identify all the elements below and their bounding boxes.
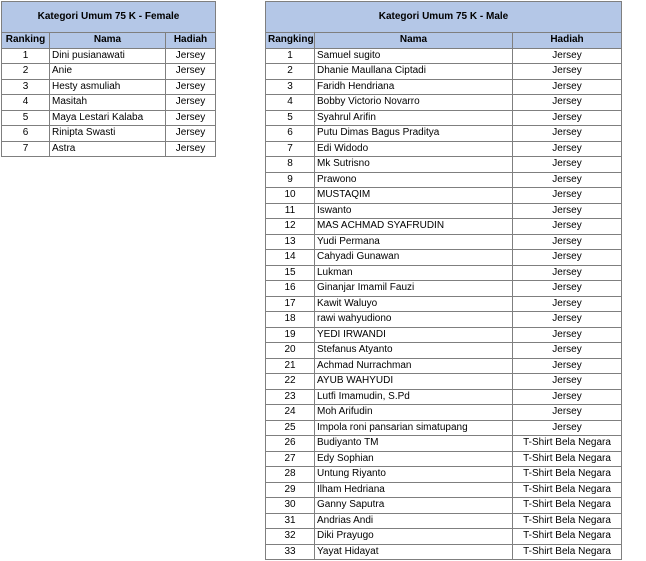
table-row [266,110,622,126]
rank-cell: 16 [266,281,315,297]
name-cell: Diki Prayugo [315,529,513,545]
name-cell: MUSTAQIM [315,188,513,204]
table-row [266,172,622,188]
female-header-ranking: Ranking [2,33,50,49]
table-row [266,265,622,281]
female-table-title: Kategori Umum 75 K - Female [2,2,216,33]
table-row [266,157,622,173]
rank-cell: 15 [266,265,315,281]
table-row [2,95,216,111]
prize-cell: Jersey [513,157,622,173]
table-row [266,389,622,405]
table-row [2,126,216,142]
rank-cell: 22 [266,374,315,390]
rank-cell: 14 [266,250,315,266]
prize-cell: Jersey [513,64,622,80]
rank-cell: 29 [266,482,315,498]
table-row [266,467,622,483]
rank-cell: 28 [266,467,315,483]
name-cell: Dhanie Maullana Ciptadi [315,64,513,80]
prize-cell: Jersey [513,389,622,405]
table-row [266,544,622,560]
prize-cell: Jersey [513,250,622,266]
prize-cell: Jersey [166,95,216,111]
rank-cell: 2 [266,64,315,80]
name-cell: Astra [50,141,166,157]
prize-cell: Jersey [513,405,622,421]
prize-cell: T-Shirt Bela Negara [513,467,622,483]
rank-cell: 26 [266,436,315,452]
table-row [266,250,622,266]
rank-cell: 18 [266,312,315,328]
rank-cell: 4 [266,95,315,111]
table-row [266,48,622,64]
table-row [266,281,622,297]
prize-cell: Jersey [513,312,622,328]
name-cell: Budiyanto TM [315,436,513,452]
rank-cell: 33 [266,544,315,560]
name-cell: Stefanus Atyanto [315,343,513,359]
rank-cell: 7 [266,141,315,157]
rank-cell: 13 [266,234,315,250]
prize-cell: Jersey [513,296,622,312]
rank-cell: 5 [2,110,50,126]
rank-cell: 3 [2,79,50,95]
name-cell: rawi wahyudiono [315,312,513,328]
rank-cell: 2 [2,64,50,80]
female-header-hadiah: Hadiah [166,33,216,49]
table-row [266,343,622,359]
table-row [266,203,622,219]
rank-cell: 8 [266,157,315,173]
rank-cell: 11 [266,203,315,219]
table-row [266,405,622,421]
name-cell: Iswanto [315,203,513,219]
rank-cell: 25 [266,420,315,436]
name-cell: Ilham Hedriana [315,482,513,498]
rank-cell: 30 [266,498,315,514]
name-cell: Untung Riyanto [315,467,513,483]
table-row [266,95,622,111]
name-cell: Edi Widodo [315,141,513,157]
name-cell: Samuel sugito [315,48,513,64]
prize-cell: Jersey [513,234,622,250]
prize-cell: Jersey [513,48,622,64]
prize-cell: Jersey [513,203,622,219]
table-row [266,482,622,498]
table-row [266,64,622,80]
name-cell: Ganny Saputra [315,498,513,514]
table-row [266,141,622,157]
table-row [266,374,622,390]
table-row [266,188,622,204]
prize-cell: Jersey [166,64,216,80]
prize-cell: Jersey [513,281,622,297]
rank-cell: 24 [266,405,315,421]
name-cell: Masitah [50,95,166,111]
name-cell: Dini pusianawati [50,48,166,64]
rank-cell: 20 [266,343,315,359]
rank-cell: 1 [266,48,315,64]
prize-cell: Jersey [513,265,622,281]
male-header-nama: Nama [315,33,513,49]
table-row [2,110,216,126]
prize-cell: Jersey [166,48,216,64]
name-cell: Maya Lestari Kalaba [50,110,166,126]
rank-cell: 4 [2,95,50,111]
male-table-title: Kategori Umum 75 K - Male [266,2,622,33]
name-cell: Hesty asmuliah [50,79,166,95]
rank-cell: 9 [266,172,315,188]
rank-cell: 5 [266,110,315,126]
table-row [266,79,622,95]
rank-cell: 17 [266,296,315,312]
rank-cell: 7 [2,141,50,157]
table-row [266,312,622,328]
rank-cell: 19 [266,327,315,343]
rank-cell: 23 [266,389,315,405]
table-row [266,234,622,250]
name-cell: Syahrul Arifin [315,110,513,126]
rank-cell: 12 [266,219,315,235]
prize-cell: Jersey [166,79,216,95]
prize-cell: Jersey [513,95,622,111]
rank-cell: 21 [266,358,315,374]
name-cell: Anie [50,64,166,80]
name-cell: Mk Sutrisno [315,157,513,173]
name-cell: YEDI IRWANDI [315,327,513,343]
table-row [266,529,622,545]
table-row [266,420,622,436]
prize-cell: Jersey [513,420,622,436]
rank-cell: 32 [266,529,315,545]
name-cell: Bobby Victorio Novarro [315,95,513,111]
male-ranking-table [265,1,622,560]
prize-cell: Jersey [166,126,216,142]
table-row [266,498,622,514]
table-row [266,358,622,374]
name-cell: Kawit Waluyo [315,296,513,312]
name-cell: Faridh Hendriana [315,79,513,95]
prize-cell: T-Shirt Bela Negara [513,498,622,514]
name-cell: Lukman [315,265,513,281]
prize-cell: T-Shirt Bela Negara [513,436,622,452]
name-cell: Yayat Hidayat [315,544,513,560]
prize-cell: T-Shirt Bela Negara [513,482,622,498]
male-header-hadiah: Hadiah [513,33,622,49]
prize-cell: T-Shirt Bela Negara [513,544,622,560]
rank-cell: 27 [266,451,315,467]
prize-cell: Jersey [513,343,622,359]
name-cell: Putu Dimas Bagus Praditya [315,126,513,142]
prize-cell: T-Shirt Bela Negara [513,529,622,545]
table-row [266,513,622,529]
prize-cell: Jersey [513,110,622,126]
name-cell: Lutfi Imamudin, S.Pd [315,389,513,405]
prize-cell: Jersey [166,141,216,157]
rank-cell: 6 [266,126,315,142]
prize-cell: Jersey [166,110,216,126]
table-row [266,219,622,235]
rank-cell: 31 [266,513,315,529]
rank-cell: 10 [266,188,315,204]
prize-cell: T-Shirt Bela Negara [513,451,622,467]
male-header-rangking: Rangking [266,33,315,49]
prize-cell: Jersey [513,126,622,142]
prize-cell: T-Shirt Bela Negara [513,513,622,529]
table-row [2,79,216,95]
table-row [266,451,622,467]
name-cell: MAS ACHMAD SYAFRUDIN [315,219,513,235]
table-row [2,64,216,80]
name-cell: Edy Sophian [315,451,513,467]
name-cell: Yudi Permana [315,234,513,250]
prize-cell: Jersey [513,141,622,157]
table-row [266,436,622,452]
name-cell: Achmad Nurrachman [315,358,513,374]
table-row [2,141,216,157]
table-row [2,48,216,64]
rank-cell: 3 [266,79,315,95]
name-cell: Andrias Andi [315,513,513,529]
name-cell: AYUB WAHYUDI [315,374,513,390]
rank-cell: 6 [2,126,50,142]
prize-cell: Jersey [513,188,622,204]
name-cell: Cahyadi Gunawan [315,250,513,266]
prize-cell: Jersey [513,327,622,343]
rank-cell: 1 [2,48,50,64]
table-row [266,126,622,142]
prize-cell: Jersey [513,79,622,95]
prize-cell: Jersey [513,219,622,235]
table-row [266,327,622,343]
prize-cell: Jersey [513,374,622,390]
name-cell: Moh Arifudin [315,405,513,421]
name-cell: Rinipta Swasti [50,126,166,142]
name-cell: Ginanjar Imamil Fauzi [315,281,513,297]
female-header-nama: Nama [50,33,166,49]
prize-cell: Jersey [513,172,622,188]
name-cell: Prawono [315,172,513,188]
table-row [266,296,622,312]
name-cell: Impola roni pansarian simatupang [315,420,513,436]
prize-cell: Jersey [513,358,622,374]
female-ranking-table [1,1,216,157]
